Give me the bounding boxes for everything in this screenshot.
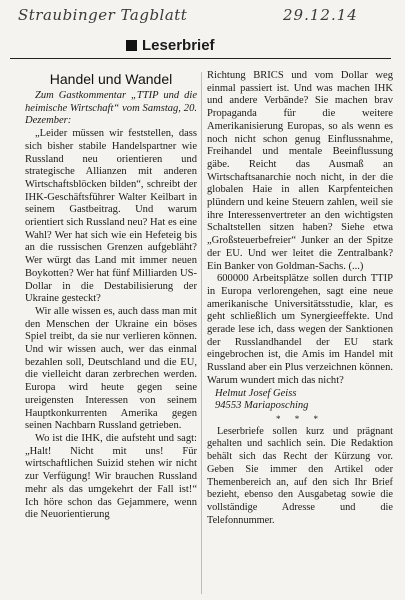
body-paragraph: Wir alle wissen es, auch dass man mit den Menschen der Ukraine ein böses Spiel treibt, da sie nur verlieren können. Und wir wissen auch, wer das einmal bezahlen soll, Deutschland und die EU, die vielleicht daran zerbrechen werden. Europa wird heute gegen seine ureigensten Interessen von seinem Hauptkonkurrenten Amerika gegen seinen Nachbarn Russland getrieben. [25,305,197,432]
body-paragraph: 600000 Arbeitsplätze sollen durch TTIP in Europa verlorengehen, sagt eine neue amerikanische Universitätsstudie, klar, es geht schließlich um Synergieeffekte. Und gerade lese ich, dass wegen der Sanktionen der Russlandhandel der EU stark eingebrochen ist, die Amis im Handel mit Russland aber ein Plus verzeichnen können. Warum wundert mich das nicht? [207,273,393,386]
separator-stars: * * * [276,413,324,424]
article-column-left [25,90,197,522]
handwritten-source-note: Straubinger Tagblatt [18,6,188,24]
article-headline: Handel und Wandel [49,71,173,87]
column-divider [201,72,202,594]
body-paragraph: „Leider müssen wir feststellen, dass sich bisher stabile Handelspartner wie Russland neu orientieren und strategische Allianzen mit anderen Wirtschaftsblöcken bilden“, schreibt der IHK-Geschäftsführer Walter Keilbart in seinem Gastbeitrag. Und warum orientiert sich Russland neu? Hat es eine Wahl? Wer hat sich wie ein Hefeteig bis an die russischen Grenzen aufgebläht? Wer würgt das Land mit immer neuen Boykotten? Wer hat fünf Milliarden US-Dollar in die Destabilisierung der Ukraine gesteckt? [25,128,197,305]
header-rule [10,58,391,59]
handwritten-date-note: 29.12.14 [283,6,358,24]
editorial-note: Leserbriefe sollen kurz und prägnant gehalten und sachlich sein. Die Redaktion behält sich das Recht der Kürzung vor. Geben Sie immer den Artikel oder Themenbereich an, auf den sich Ihr Brief bezieht, ebenso den Ausgabetag sowie die vollständige Adresse und die Telefonnummer. [207,425,393,526]
body-paragraph: Richtung BRICS und vom Dollar weg einmal passiert ist. Und was machen IHK und andere Verbände? Sie machen brav Propaganda für die weitere Amerikanisierung Europas, so als wenn es noch nicht schon genug Einflussnahme, Freihandel und mentale Beeinflussung gäbe. Reicht das Ausmaß an Wirtschaftsanarchie noch nicht, in der die globalen Haie in allen Karpfenteichen plündern und keine Steuern zahlen, weil sie ihre Interessenvertreter an den wichtigsten Schaltstellen sitzen haben? Siehe etwa „Großsteuerbefreier“ Junker an der Spitze der EU. Und wer leitet die Zentralbank? Ein Banker von Goldman-Sachs. (...) [207,70,393,272]
article-column-right [207,70,393,527]
signature-name: Helmut Josef Geiss [215,387,297,399]
intro-paragraph: Zum Gastkommentar „TTIP und die heimische Wirtschaft“ vom Samstag, 20. Dezember: [25,90,197,127]
section-label: Leserbrief [142,37,215,54]
section-header [126,37,215,54]
signature-place: 94553 Mariaposching [215,400,309,412]
body-paragraph: Wo ist die IHK, die aufsteht und sagt: „Halt! Nicht mit uns! Für wirtschaftlichen Suizid stehen wir nicht zur Verfügung! Wir brauchen Russland mehr als das umgekehrt der Fall ist!“ Ich höre schon das Gejammere, wenn die Neuorientierung [25,432,197,521]
black-square-icon [126,40,137,51]
